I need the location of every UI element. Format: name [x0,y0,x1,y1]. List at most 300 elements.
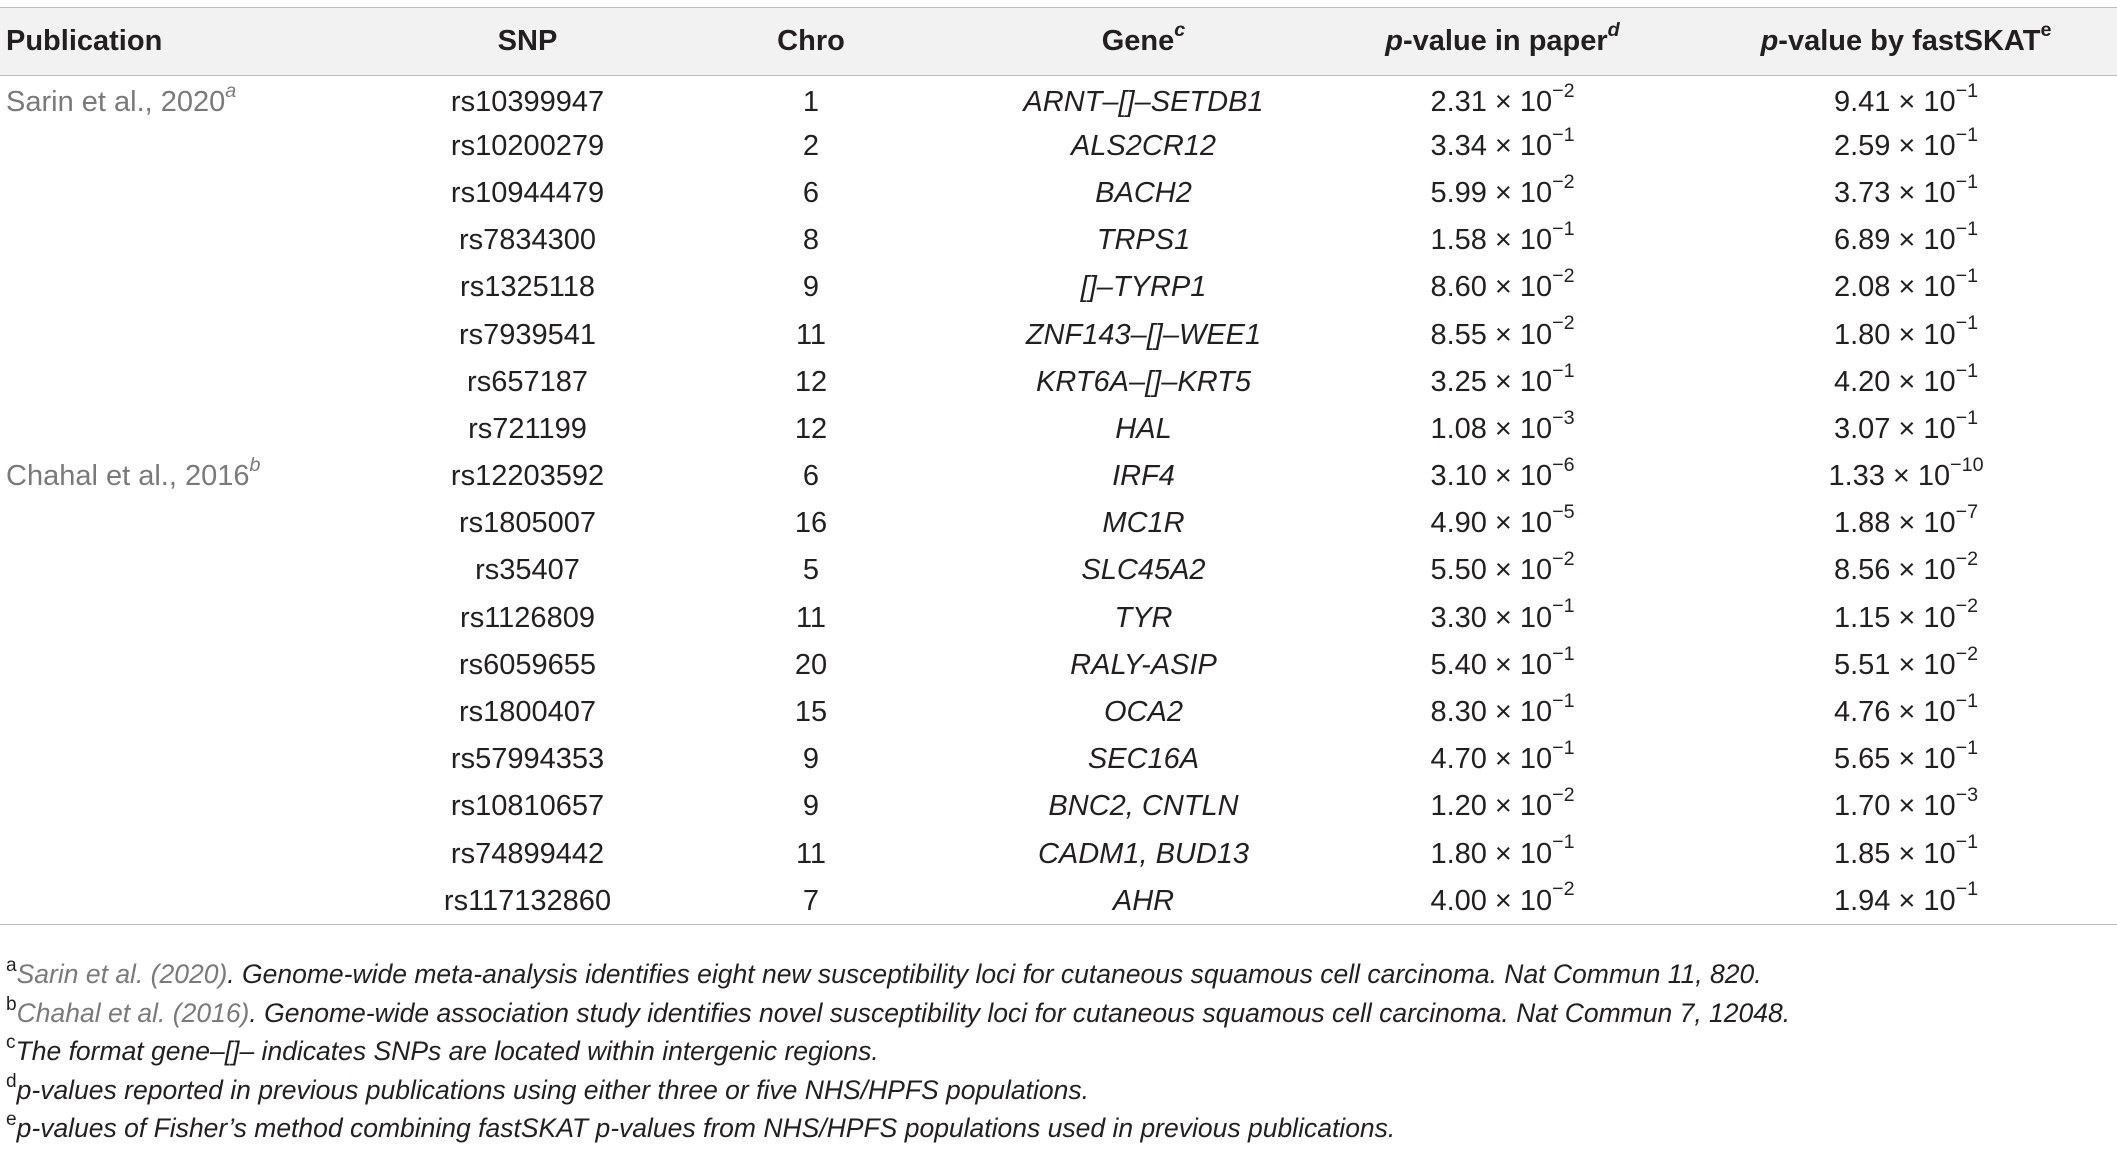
pvalue-mantissa: 1.70 [1833,790,1891,823]
cell-snp: rs10200279 [450,129,605,162]
pvalue-mantissa: 8.56 [1833,554,1891,587]
cell-gene: ARNT–[]–SETDB1 [1023,85,1264,118]
times-sign: × [1898,176,1916,209]
times-sign: × [1494,460,1512,493]
cell-gene: SLC45A2 [1081,554,1206,587]
cell-gene: SEC16A [1087,743,1200,776]
cell-gene: ZNF143–[]–WEE1 [1025,318,1262,351]
cell-pvalue-paper [1310,217,1695,264]
cell-pvalue-paper [1310,453,1695,500]
cell-snp: rs1325118 [460,271,595,304]
pvalue-base: 10 [1519,790,1553,823]
pvalue-exponent: −2 [1552,878,1575,901]
times-sign: × [1494,837,1512,870]
cell-snp: rs117132860 [443,884,612,917]
pvalue-base: 10 [1519,176,1553,209]
pvalue-mantissa: 3.30 [1430,601,1487,634]
pvalue-mantissa: 2.59 [1833,129,1891,162]
cell-snp: rs721199 [468,412,587,445]
footnote [6,1109,1790,1148]
pvalue-base: 10 [1923,601,1956,634]
pvalue-base: 10 [1519,224,1553,257]
pvalue-exponent: −1 [1955,312,1979,335]
cell-pvalue-fastskat [1695,123,2117,170]
times-sign: × [1494,790,1512,823]
pvalue-mantissa: 8.60 [1430,271,1487,304]
times-sign: × [1898,601,1916,634]
pvalue-exponent: −1 [1552,642,1575,665]
pvalue-mantissa: 3.25 [1430,365,1487,398]
pvalue-mantissa: 5.40 [1430,648,1487,681]
pvalue-exponent: −1 [1552,595,1575,618]
header-pvalue-paper-p: p [1385,25,1403,57]
pvalue-base: 10 [1519,601,1553,634]
footnote-mark: c [6,1032,16,1054]
cell-gene: RALY-ASIP [1070,648,1217,681]
cell-pvalue-fastskat [1695,500,2117,547]
pvalue-mantissa: 2.08 [1833,271,1891,304]
table-row [0,547,2117,594]
pvalue-mantissa: 6.89 [1833,224,1891,257]
cell-gene: CADM1, BUD13 [1037,837,1250,870]
cell-chro: 9 [802,790,820,823]
cell-pvalue-fastskat [1695,311,2117,358]
header-pvalue-fastskat [1695,8,2117,76]
cell-pvalue-paper [1310,170,1695,217]
cell-pvalue-paper [1310,76,1695,123]
cell-publication [0,736,410,783]
times-sign: × [1494,271,1512,304]
times-sign: × [1898,365,1916,398]
pvalue-exponent: −1 [1552,123,1575,146]
pvalue-base: 10 [1923,696,1956,729]
cell-gene: BNC2, CNTLN [1048,790,1239,823]
cell-chro: 9 [802,271,820,304]
pvalue-base: 10 [1923,271,1956,304]
pvalue-mantissa: 4.20 [1833,365,1891,398]
table-row [0,217,2117,264]
pvalue-mantissa: 4.76 [1833,696,1891,729]
times-sign: × [1898,837,1916,870]
times-sign: × [1494,601,1512,634]
table-row [0,831,2117,878]
pvalue-base: 10 [1519,648,1553,681]
table-row [0,500,2117,547]
footnote [6,1032,1790,1071]
cell-pvalue-paper [1310,595,1695,642]
pvalue-mantissa: 1.08 [1430,412,1487,445]
cell-pvalue-fastskat [1695,736,2117,783]
cell-pvalue-fastskat [1695,359,2117,406]
pvalue-base: 10 [1923,884,1956,917]
cell-pvalue-paper [1310,689,1695,736]
times-sign: × [1898,743,1916,776]
pvalue-exponent: −2 [1955,548,1979,571]
pvalue-base: 10 [1923,129,1956,162]
pvalue-exponent: −6 [1552,453,1575,476]
cell-snp: rs657187 [467,365,588,398]
times-sign: × [1898,554,1916,587]
pvalue-base: 10 [1519,837,1553,870]
cell-chro: 8 [802,224,820,257]
cell-snp: rs10399947 [450,85,605,118]
pvalue-base: 10 [1923,837,1956,870]
cell-snp: rs1805007 [458,507,597,540]
cell-chro: 1 [802,85,820,118]
pvalue-mantissa: 1.80 [1833,318,1891,351]
cell-pvalue-paper [1310,359,1695,406]
pvalue-exponent: −2 [1552,265,1575,288]
cell-chro: 15 [794,696,828,729]
pvalue-base: 10 [1923,365,1956,398]
pvalue-mantissa: 1.33 [1828,460,1885,493]
times-sign: × [1898,790,1916,823]
footnote-text: . Genome-wide association study identifies novel susceptibility loci for cutaneous squamous cell carcinoma. Nat Commun 7, 12048. [249,997,1791,1028]
cell-pvalue-paper [1310,264,1695,311]
pvalue-mantissa: 5.51 [1833,648,1891,681]
times-sign: × [1898,224,1916,257]
cell-publication [0,878,410,925]
pvalue-mantissa: 4.00 [1430,884,1487,917]
cell-pvalue-paper [1310,642,1695,689]
footnote-text: p-values of Fisher’s method combining fastSKAT p-values from NHS/HPFS populations used in previous publications. [16,1113,1396,1143]
pvalue-exponent: −2 [1955,595,1979,618]
cell-pvalue-paper [1310,406,1695,453]
times-sign: × [1494,224,1512,257]
pvalue-base: 10 [1923,224,1956,257]
pvalue-mantissa: 9.41 [1833,85,1891,118]
times-sign: × [1494,129,1512,162]
cell-gene: []–TYRP1 [1080,271,1207,304]
cell-snp: rs1126809 [460,601,595,634]
cell-publication [0,547,410,594]
table-row [0,264,2117,311]
pvalue-mantissa: 3.10 [1430,460,1487,493]
cell-pvalue-fastskat [1695,595,2117,642]
pvalue-base: 10 [1519,318,1553,351]
pvalue-base: 10 [1923,554,1956,587]
times-sign: × [1494,412,1512,445]
table-body [0,76,2117,925]
pvalue-exponent: −2 [1552,548,1575,571]
pvalue-base: 10 [1519,460,1553,493]
cell-gene: MC1R [1102,507,1185,540]
cell-publication [0,595,410,642]
publication-footnote-mark: b [249,453,261,476]
pvalue-exponent: −2 [1552,79,1575,102]
cell-publication [0,642,410,689]
cell-pvalue-fastskat [1695,689,2117,736]
table-row [0,595,2117,642]
footnote [6,994,1790,1033]
footnotes [6,955,1790,1148]
cell-pvalue-fastskat [1695,406,2117,453]
footnote-reference: Sarin et al. (2020) [16,959,228,989]
footnote [6,1071,1790,1110]
cell-chro: 12 [794,365,828,398]
header-gene [977,8,1310,76]
table-row [0,689,2117,736]
times-sign: × [1898,85,1916,118]
table-row [0,170,2117,217]
pvalue-base: 10 [1519,554,1553,587]
pvalue-exponent: −1 [1955,831,1979,854]
cell-gene: BACH2 [1095,176,1192,209]
cell-pvalue-fastskat [1695,217,2117,264]
header-pvalue-fastskat-p: p [1760,25,1779,57]
times-sign: × [1898,129,1916,162]
cell-pvalue-fastskat [1695,547,2117,594]
pvalue-base: 10 [1519,85,1553,118]
cell-pvalue-fastskat [1695,831,2117,878]
cell-pvalue-paper [1310,547,1695,594]
cell-gene: KRT6A–[]–KRT5 [1036,365,1251,398]
pvalue-exponent: −1 [1955,170,1979,193]
pvalue-exponent: −3 [1955,784,1979,807]
pvalue-mantissa: 3.07 [1833,412,1891,445]
pvalue-mantissa: 1.88 [1833,507,1891,540]
results-table [0,7,2117,925]
pvalue-mantissa: 1.94 [1833,884,1891,917]
pvalue-mantissa: 3.73 [1833,176,1891,209]
cell-publication [0,76,410,123]
cell-gene: OCA2 [1104,696,1183,729]
cell-pvalue-paper [1310,123,1695,170]
cell-snp: rs1800407 [458,696,597,729]
cell-chro: 6 [802,176,820,209]
cell-publication [0,453,410,500]
cell-pvalue-fastskat [1695,170,2117,217]
cell-publication [0,170,410,217]
footnote-text: . Genome-wide meta-analysis identifies eight new susceptibility loci for cutaneous squamous cell carcinoma. Nat Commun 11, 820. [227,959,1762,989]
cell-publication [0,311,410,358]
footnote-mark: a [6,955,17,977]
pvalue-exponent: −1 [1552,217,1575,240]
pvalue-base: 10 [1519,884,1553,917]
cell-chro: 7 [802,884,820,917]
cell-pvalue-fastskat [1695,264,2117,311]
times-sign: × [1494,648,1512,681]
pvalue-base: 10 [1519,696,1553,729]
cell-pvalue-fastskat [1695,878,2117,925]
pvalue-base: 10 [1519,365,1553,398]
cell-gene: IRF4 [1112,460,1175,493]
pvalue-exponent: −1 [1552,359,1575,382]
header-pvalue-paper-footnote-mark: d [1607,18,1620,41]
header-gene-label: Gene [1101,25,1175,57]
footnote-text: p-values reported in previous publications using either three or five NHS/HPFS populations. [16,1074,1089,1105]
cell-chro: 2 [802,129,820,162]
times-sign: × [1898,696,1916,729]
pvalue-mantissa: 3.34 [1430,129,1487,162]
table-row [0,736,2117,783]
pvalue-exponent: −1 [1955,265,1979,288]
times-sign: × [1494,85,1512,118]
pvalue-base: 10 [1519,743,1553,776]
cell-publication [0,406,410,453]
pvalue-exponent: −2 [1552,170,1575,193]
header-pvalue-paper-label: -value in paper [1403,25,1608,57]
cell-snp: rs57994353 [450,743,605,776]
times-sign: × [1898,648,1916,681]
times-sign: × [1892,460,1910,493]
pvalue-mantissa: 5.65 [1833,743,1891,776]
times-sign: × [1898,318,1916,351]
pvalue-base: 10 [1923,648,1956,681]
times-sign: × [1898,412,1916,445]
pvalue-exponent: −2 [1955,642,1979,665]
pvalue-exponent: −1 [1955,123,1979,146]
pvalue-exponent: −7 [1955,501,1979,524]
cell-publication [0,831,410,878]
pvalue-base: 10 [1923,176,1956,209]
cell-pvalue-paper [1310,783,1695,830]
table-row [0,878,2117,925]
pvalue-exponent: −1 [1955,689,1979,712]
pvalue-base: 10 [1519,507,1553,540]
footnote [6,955,1790,994]
header-chro: Chro [777,25,845,57]
cell-chro: 16 [794,507,828,540]
table-row [0,123,2117,170]
pvalue-exponent: −3 [1552,406,1575,429]
pvalue-exponent: −1 [1955,737,1979,760]
cell-chro: 20 [794,648,828,681]
publication-name: Sarin et al., 2020 [6,85,226,118]
cell-pvalue-fastskat [1695,76,2117,123]
cell-pvalue-paper [1310,311,1695,358]
times-sign: × [1494,554,1512,587]
cell-snp: rs35407 [475,554,580,587]
cell-pvalue-paper [1310,831,1695,878]
footnote-reference: Chahal et al. (2016) [16,997,250,1028]
cell-pvalue-fastskat [1695,783,2117,830]
table-header [0,8,2117,76]
pvalue-mantissa: 5.50 [1430,554,1487,587]
cell-publication [0,217,410,264]
pvalue-exponent: −1 [1955,406,1979,429]
publication-name: Chahal et al., 2016 [6,460,250,493]
cell-chro: 12 [794,412,828,445]
cell-pvalue-fastskat [1695,453,2117,500]
header-snp: SNP [497,25,558,57]
pvalue-base: 10 [1519,412,1553,445]
header-pvalue-paper [1310,8,1695,76]
cell-publication [0,359,410,406]
footnote-text: The format gene–[]– indicates SNPs are located within intergenic regions. [15,1036,879,1066]
pvalue-exponent: −1 [1955,878,1979,901]
table-row [0,406,2117,453]
pvalue-mantissa: 4.70 [1430,743,1487,776]
cell-chro: 11 [795,837,827,870]
pvalue-mantissa: 2.31 [1430,85,1487,118]
pvalue-base: 10 [1519,271,1553,304]
pvalue-base: 10 [1923,318,1956,351]
header-pvalue-fastskat-footnote-mark: e [2040,18,2052,41]
pvalue-mantissa: 5.99 [1430,176,1487,209]
cell-pvalue-paper [1310,878,1695,925]
times-sign: × [1494,318,1512,351]
cell-publication [0,500,410,547]
pvalue-mantissa: 1.20 [1430,790,1487,823]
cell-publication [0,123,410,170]
pvalue-mantissa: 1.85 [1833,837,1891,870]
pvalue-mantissa: 1.80 [1430,837,1487,870]
footnote-mark: d [6,1070,17,1092]
cell-pvalue-paper [1310,736,1695,783]
cell-snp: rs12203592 [450,460,605,493]
publication-footnote-mark: a [225,79,237,102]
cell-chro: 5 [802,554,820,587]
cell-gene: TRPS1 [1096,224,1191,257]
pvalue-exponent: −1 [1955,79,1979,102]
pvalue-mantissa: 1.58 [1430,224,1487,257]
cell-publication [0,264,410,311]
header-publication: Publication [6,25,163,57]
pvalue-exponent: −1 [1955,217,1979,240]
table-row [0,642,2117,689]
pvalue-exponent: −1 [1955,359,1979,382]
pvalue-mantissa: 8.30 [1430,696,1487,729]
pvalue-exponent: −2 [1552,312,1575,335]
cell-publication [0,783,410,830]
cell-snp: rs7834300 [458,224,597,257]
pvalue-mantissa: 1.15 [1833,601,1891,634]
cell-snp: rs6059655 [458,648,597,681]
cell-gene: HAL [1115,412,1172,445]
header-gene-footnote-mark: c [1174,18,1186,41]
times-sign: × [1494,507,1512,540]
pvalue-base: 10 [1519,129,1553,162]
table-row [0,311,2117,358]
cell-publication [0,689,410,736]
pvalue-base: 10 [1917,460,1951,493]
pvalue-base: 10 [1923,412,1956,445]
header-pvalue-fastskat-label: -value by fastSKAT [1778,25,2041,57]
cell-pvalue-paper [1310,500,1695,547]
times-sign: × [1898,271,1916,304]
table-row [0,783,2117,830]
cell-snp: rs74899442 [450,837,605,870]
pvalue-exponent: −2 [1552,784,1575,807]
pvalue-exponent: −1 [1552,689,1575,712]
pvalue-exponent: −1 [1552,831,1575,854]
cell-pvalue-fastskat [1695,642,2117,689]
cell-chro: 11 [795,318,827,351]
footnote-mark: b [6,993,17,1015]
cell-snp: rs7939541 [458,318,597,351]
times-sign: × [1898,507,1916,540]
times-sign: × [1494,696,1512,729]
header-row [0,8,2117,76]
cell-chro: 9 [802,743,820,776]
table-row [0,359,2117,406]
cell-gene: TYR [1114,601,1173,634]
times-sign: × [1494,884,1512,917]
pvalue-base: 10 [1923,743,1956,776]
pvalue-mantissa: 8.55 [1430,318,1487,351]
cell-snp: rs10944479 [450,176,605,209]
times-sign: × [1494,743,1512,776]
pvalue-base: 10 [1923,85,1956,118]
pvalue-mantissa: 4.90 [1430,507,1487,540]
pvalue-exponent: −10 [1950,453,1984,476]
footnote-mark: e [6,1109,17,1131]
table-row [0,76,2117,123]
pvalue-base: 10 [1923,507,1956,540]
pvalue-exponent: −5 [1552,501,1575,524]
cell-snp: rs10810657 [450,790,605,823]
